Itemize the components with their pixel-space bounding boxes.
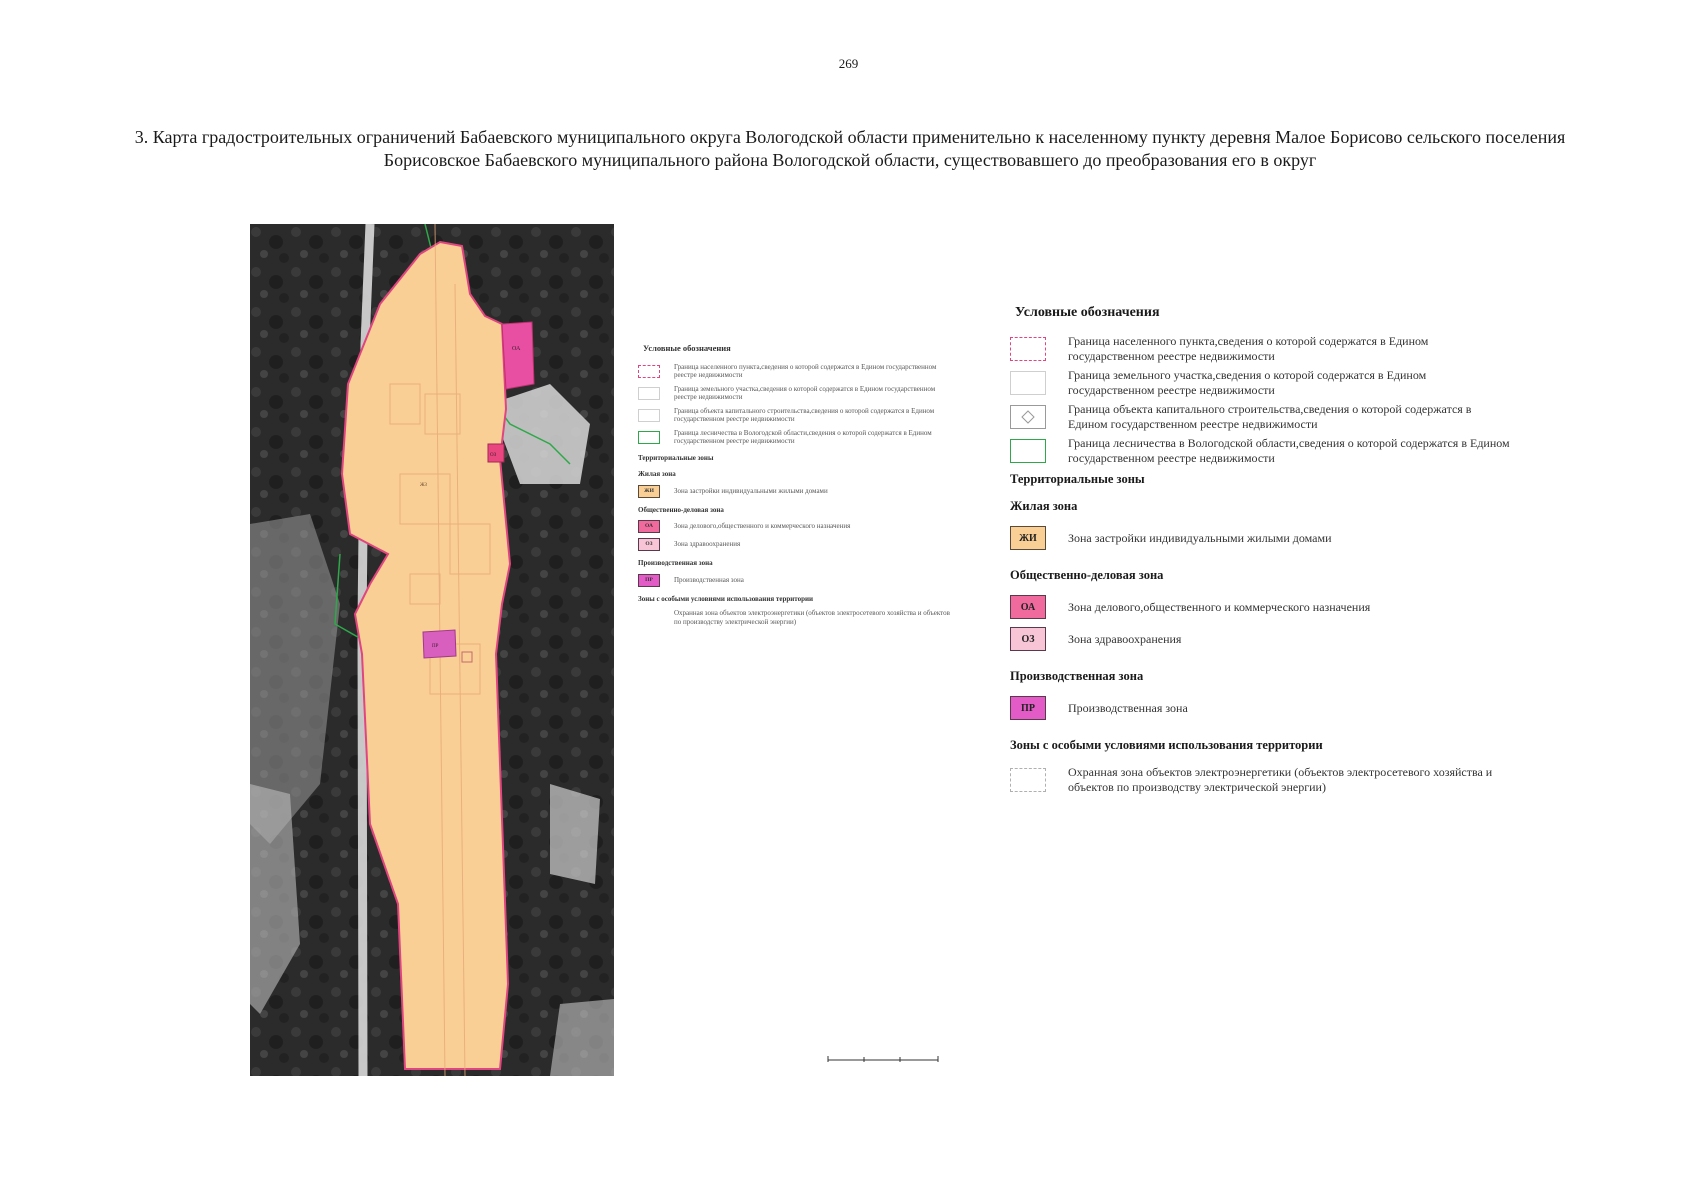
capital-construction-boundary-icon xyxy=(638,409,660,422)
residential-zone-swatch: ЖИ xyxy=(638,485,660,498)
legend-text: Граница земельного участка,сведения о которой содержатся в Едином государственном реестре недвижимости xyxy=(1068,368,1427,397)
business-zone-swatch: ОА xyxy=(1010,595,1046,619)
snow-field xyxy=(550,999,614,1076)
land-plot-boundary-icon xyxy=(1010,371,1046,395)
legend-row xyxy=(1010,526,1510,550)
business-zone-swatch: ОА xyxy=(638,520,660,533)
forestry-boundary-icon xyxy=(1010,439,1046,463)
legend-row xyxy=(1010,368,1510,398)
legend-text: Охранная зона объектов электроэнергетики (объектов электросетевого хозяйства и объектов по производству электрической энергии) xyxy=(1068,765,1493,794)
business-zone xyxy=(502,322,534,389)
legend-small-section: Территориальные зоны xyxy=(638,453,714,462)
legend-section-public: Общественно-деловая зона xyxy=(1010,568,1164,582)
capital-construction-boundary-icon xyxy=(1010,405,1046,429)
legend-small-text: Производственная зона xyxy=(674,575,744,584)
settlement-boundary-icon xyxy=(638,365,660,378)
legend-small-row xyxy=(638,363,958,380)
industrial-zone xyxy=(423,630,456,658)
legend-text: Зона застройки индивидуальными жилыми домами xyxy=(1068,530,1332,545)
zone-label-oz: ОЗ xyxy=(490,453,497,458)
legend-small-section: Зоны с особыми условиями использования территории xyxy=(638,594,814,603)
legend-text: Зона делового,общественного и коммерческого назначения xyxy=(1068,599,1371,614)
legend-text: Производственная зона xyxy=(1068,700,1188,715)
health-zone-swatch: ОЗ xyxy=(638,538,660,551)
legend-small-row xyxy=(638,485,958,498)
diamond-icon xyxy=(1021,410,1035,424)
legend-small-row xyxy=(638,429,958,446)
industrial-zone-swatch: ПР xyxy=(1010,696,1046,720)
legend-row xyxy=(1010,627,1510,651)
industrial-zone-swatch: ПР xyxy=(638,574,660,587)
legend-small-text: Зона здравоохранения xyxy=(674,540,741,549)
legend-small xyxy=(638,344,958,631)
legend-small-text: Граница населенного пункта,сведения о которой содержатся в Едином государственном реестре недвижимости xyxy=(674,362,937,379)
zone-label-zh: ЖЗ xyxy=(420,483,427,488)
legend-text: Граница объекта капитального строительства,сведения о которой содержатся в Едином государственном реестре недвижимости xyxy=(1068,402,1472,431)
legend-small-text: Зона делового,общественного и коммерческого назначения xyxy=(674,522,851,531)
legend-large xyxy=(1010,305,1510,799)
page-number: 269 xyxy=(838,56,859,71)
scale-bar-graphic xyxy=(824,1046,942,1066)
legend-text: Зона здравоохранения xyxy=(1068,631,1182,646)
power-protection-zone-icon xyxy=(638,611,660,624)
land-plot-boundary-icon xyxy=(638,387,660,400)
map-canvas xyxy=(250,224,614,1076)
legend-small-section: Жилая зона xyxy=(638,470,676,478)
health-zone-swatch: ОЗ xyxy=(1010,627,1046,651)
legend-small-text: Граница лесничества в Вологодской области,сведения о которой содержатся в Едином государственном реестре недвижимости xyxy=(674,428,932,445)
legend-text: Граница населенного пункта,сведения о которой содержатся в Едином государственном реестре недвижимости xyxy=(1068,334,1429,363)
snow-field xyxy=(550,784,600,884)
forestry-boundary-icon xyxy=(638,431,660,444)
legend-text: Граница лесничества в Вологодской области,сведения о которой содержатся в Едином государственном реестре недвижимости xyxy=(1068,436,1510,465)
settlement-boundary-icon xyxy=(1010,337,1046,361)
legend-row xyxy=(1010,334,1510,364)
legend-small-section: Производственная зона xyxy=(638,559,713,567)
legend-small-text: Граница объекта капитального строительства,сведения о которой содержатся в Едином государственном реестре недвижимости xyxy=(674,406,935,423)
zoning-map xyxy=(250,224,614,1076)
legend-small-section: Общественно-деловая зона xyxy=(638,505,724,514)
legend-section-territorial: Территориальные зоны xyxy=(1010,472,1145,486)
legend-section-industrial: Производственная зона xyxy=(1010,669,1144,683)
zone-label-oa: ОА xyxy=(512,346,521,352)
legend-row xyxy=(1010,595,1510,619)
legend-section-residential: Жилая зона xyxy=(1010,499,1078,513)
legend-row xyxy=(1010,402,1510,432)
legend-row xyxy=(1010,436,1510,466)
legend-small-heading: Условные обозначения xyxy=(643,343,731,353)
legend-small-row xyxy=(638,538,958,551)
legend-row xyxy=(1010,765,1510,795)
scale-bar xyxy=(824,1046,942,1067)
legend-small-text: Охранная зона объектов электроэнергетики (объектов электросетевого хозяйства и объектов по производству электрической энергии) xyxy=(674,609,950,626)
legend-small-row xyxy=(638,609,958,626)
legend-small-row xyxy=(638,385,958,402)
legend-row xyxy=(1010,696,1510,720)
legend-small-row xyxy=(638,520,958,533)
page-title: 3. Карта градостроительных ограничений Бабаевского муниципального округа Вологодской области применительно к населенному пункту деревня Малое Борисово сельского поселения Борисовское Бабаевского муниципального района Вологодской области, существовавшего до преобразования его в округ xyxy=(134,127,1566,170)
legend-small-row xyxy=(638,574,958,587)
residential-zone-swatch: ЖИ xyxy=(1010,526,1046,550)
legend-small-text: Граница земельного участка,сведения о которой содержатся в Едином государственном реестре недвижимости xyxy=(674,384,936,401)
legend-heading: Условные обозначения xyxy=(1015,305,1160,320)
legend-small-text: Зона застройки индивидуальными жилыми домами xyxy=(674,486,828,495)
legend-small-row xyxy=(638,407,958,424)
zone-label-pr: ПР xyxy=(432,644,439,649)
legend-section-special: Зоны с особыми условиями использования территории xyxy=(1010,738,1323,752)
power-protection-zone-icon xyxy=(1010,768,1046,792)
